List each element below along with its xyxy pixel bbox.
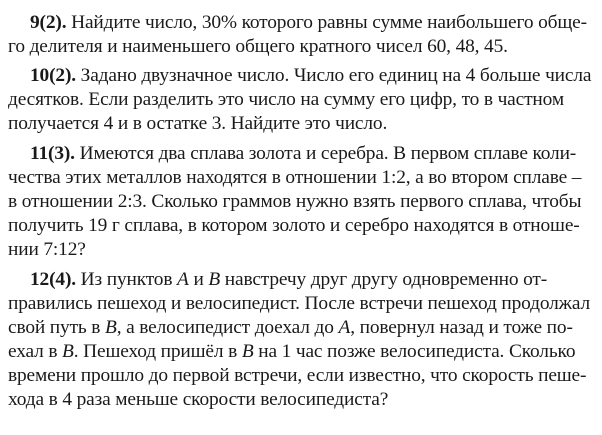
problem-12-line-3 xyxy=(8,316,573,340)
problem-12-text-6: хода в 4 раза меньше скорости велосипедиста? xyxy=(8,389,389,410)
problem-11-number: 11(3). xyxy=(30,143,75,164)
problem-12-line-6 xyxy=(8,388,388,412)
problem-12-line-1 xyxy=(30,268,547,292)
problem-12-text-3b: , а велосипедист доехал до xyxy=(116,317,339,338)
problem-12-text-1c: навстречу друг другу одновременно от- xyxy=(220,269,548,290)
problem-12-text-1b: и xyxy=(188,269,209,290)
problem-11-line-4 xyxy=(8,214,580,238)
problem-12-text-4a: ехал в xyxy=(8,341,63,362)
problem-10-text-1: Задано двузначное число. Число его единиц на 4 больше числа xyxy=(75,65,592,86)
problem-12-text-2: правились пешеход и велосипедист. После встречи пешеход продолжал xyxy=(8,293,591,314)
problem-10-line-2 xyxy=(8,88,564,112)
problem-10-number: 10(2). xyxy=(30,65,76,86)
problem-11-text-2: чества этих металлов находятся в отношении 1:2, а во втором сплаве – xyxy=(8,167,582,188)
problem-10-line-3 xyxy=(8,112,387,136)
problem-11-line-5 xyxy=(8,238,86,262)
problem-11-text-3: в отношении 2:3. Сколько граммов нужно взять первого сплава, чтобы xyxy=(8,191,582,212)
problem-12-text-1a: Из пунктов xyxy=(75,269,178,290)
problem-12-text-4c: на 1 час позже велосипедиста. Сколько xyxy=(253,341,576,362)
problem-10-text-3: получается 4 и в остатке 3. Найдите это число. xyxy=(8,113,388,134)
problem-10-line-1 xyxy=(30,64,591,88)
point-b-label: B xyxy=(105,317,117,338)
problem-12-text-4b: . Пешеход пришёл в xyxy=(73,341,242,362)
problem-12-line-5 xyxy=(8,364,586,388)
problem-11-text-5: нии 7:12? xyxy=(8,239,86,260)
problem-12-text-3a: свой путь в xyxy=(8,317,105,338)
problem-12-text-5: времени прошло до первой встречи, если известно, что скорость пеше- xyxy=(8,365,587,386)
problem-12-number: 12(4). xyxy=(30,269,76,290)
problem-11-line-3 xyxy=(8,190,581,214)
problem-11-text-1: Имеются два сплава золота и серебра. В первом сплаве коли- xyxy=(74,143,577,164)
problem-9-text-1: Найдите число, 30% которого равны сумме наибольшего обще- xyxy=(66,12,587,33)
problem-9-line-1 xyxy=(30,11,587,35)
problem-9-text-2: го делителя и наименьшего общего кратного чисел 60, 48, 45. xyxy=(8,36,508,57)
point-a-label: A xyxy=(177,269,189,290)
point-a-label: A xyxy=(338,317,351,338)
point-b-label: B xyxy=(241,341,254,362)
problem-10-text-2: десятков. Если разделить это число на сумму его цифр, то в частном xyxy=(8,89,564,110)
problem-9-number: 9(2). xyxy=(30,12,67,33)
point-b-label: B xyxy=(208,269,221,290)
problem-12-line-4 xyxy=(8,340,575,364)
problem-12-line-2 xyxy=(8,292,590,316)
problem-12-text-3c: , повернул назад и тоже по- xyxy=(350,317,573,338)
problem-9-line-2 xyxy=(8,35,508,59)
problem-11-line-1 xyxy=(30,142,576,166)
point-b-label: B xyxy=(62,341,74,362)
problem-11-line-2 xyxy=(8,166,581,190)
problem-11-text-4: получить 19 г сплава, в котором золото и серебро находятся в отноше- xyxy=(8,215,580,236)
